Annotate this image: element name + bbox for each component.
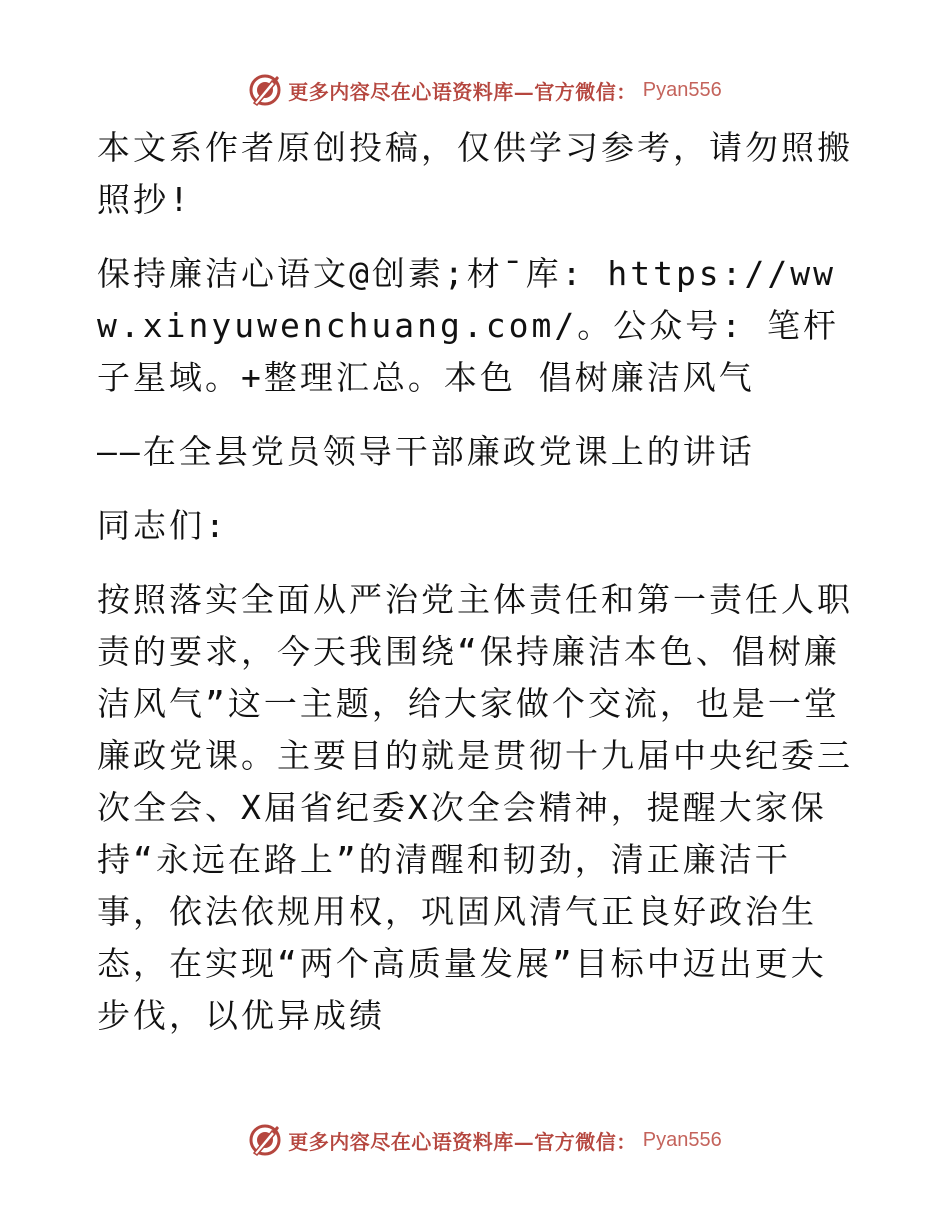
footer-banner-id: Pyan556	[642, 1128, 722, 1151]
header-banner-id: Pyan556	[642, 78, 722, 101]
body-paragraph: 按照落实全面从严治党主体责任和第一责任人职责的要求，今天我围绕“保持廉洁本色、倡树廉洁风气”这一主题，给大家做个交流，也是一堂廉政党课。主要目的就是贯彻十九届中央纪委三次全会、X届省纪委X次全会精神，提醒大家保持“永远在路上”的清醒和韧劲，清正廉洁干事，依法依规用权，巩固风清气正良好政治生态，在实现“两个高质量发展”目标中迈出更大步伐，以优异成绩	[97, 580, 853, 1035]
notice-paragraph: 本文系作者原创投稿，仅供学习参考，请勿照搬照抄!	[97, 128, 853, 219]
header-banner	[0, 70, 950, 110]
footer-banner-text: 更多内容尽在心语资料库—官方微信：	[288, 1129, 637, 1154]
salutation: 同志们:	[97, 506, 228, 545]
header-banner-text: 更多内容尽在心语资料库—官方微信：	[288, 79, 637, 104]
subtitle: ——在全县党员领导干部廉政党课上的讲话	[97, 432, 755, 471]
source-paragraph: 保持廉洁心语文@创素;材¯库: https://www.xinyuwenchuang.com/。公众号: 笔杆子星域。+整理汇总。本色 倡树廉洁风气	[97, 254, 839, 397]
pen-logo-icon	[248, 73, 282, 107]
footer-banner	[0, 1120, 950, 1160]
pen-logo-icon	[248, 1123, 282, 1157]
document-body	[97, 122, 857, 1042]
